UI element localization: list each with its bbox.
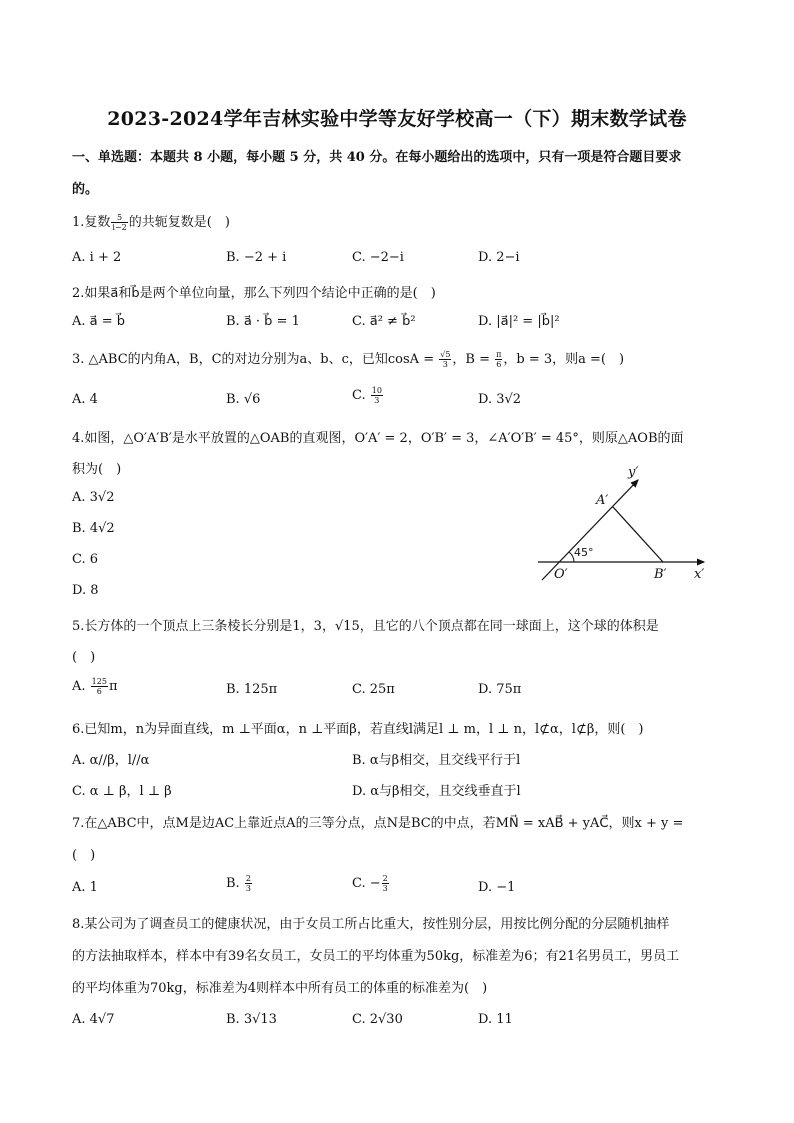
question-3-fraction-angle <box>495 350 502 369</box>
fraction-denominator: 6 <box>496 360 502 369</box>
question-7-option-c[interactable] <box>352 874 390 893</box>
point-o-label: O′ <box>554 567 568 582</box>
question-6-stem: 6.已知m，n为异面直线，m ⊥平面α，n ⊥平面β，若直线l满足l ⊥ m，l ⊥ n，l⊄α，l⊄β，则( ) <box>72 722 644 737</box>
question-3-option-d[interactable]: D. 3√2 <box>478 392 522 407</box>
point-b-label: B′ <box>654 567 667 582</box>
question-7-option-a[interactable]: A. 1 <box>72 880 98 895</box>
question-5-option-b[interactable]: B. 125π <box>226 682 278 697</box>
option-prefix: B. <box>226 876 244 891</box>
fraction-denominator: 3 <box>245 884 251 893</box>
question-8-stem-continued-2: 的平均体重为70kg，标准差为4则样本中所有员工的体重的标准差为( ) <box>72 981 488 996</box>
question-2-stem: 2.如果a⃗和b⃗是两个单位向量，那么下列四个结论中正确的是( ) <box>72 286 436 301</box>
question-7-stem-continued: ( ) <box>72 848 96 863</box>
option-prefix: C. − <box>352 876 381 891</box>
question-3-middle: ，B = <box>452 352 495 367</box>
question-2-option-b[interactable]: B. a⃗ · b⃗ = 1 <box>226 314 300 329</box>
question-4-option-d[interactable]: D. 8 <box>72 583 99 598</box>
fraction-numerator: π <box>496 350 502 359</box>
question-8-stem: 8.某公司为了调查员工的健康状况，由于女员工所占比重大，按性别分层，用按比例分配的分层随机抽样 <box>72 917 670 932</box>
question-8-stem-continued: 的方法抽取样本，样本中有39名女员工，女员工的平均体重为50kg，标准差为6；有21名男员工，男员工 <box>72 949 680 964</box>
point-a-label: A′ <box>596 493 609 508</box>
fraction-numerator: √5 <box>440 350 451 359</box>
option-suffix: π <box>108 679 118 694</box>
question-2-option-d[interactable]: D. |a⃗|² = |b⃗|² <box>478 314 560 329</box>
fraction-numerator: 2 <box>382 874 388 883</box>
question-1-option-d[interactable]: D. 2−i <box>478 250 520 265</box>
question-5-stem-continued: ( ) <box>72 650 96 665</box>
question-1-option-b[interactable]: B. −2 + i <box>226 250 287 265</box>
fraction-numerator: 2 <box>245 874 251 883</box>
question-2-option-a[interactable]: A. a⃗ = b⃗ <box>72 314 126 329</box>
question-7-stem: 7.在△ABC中，点M是边AC上靠近点A的三等分点，点N是BC的中点，若MN⃗ = xAB⃗ + yAC⃗，则x + y = <box>72 816 684 831</box>
fraction-numerator: 125 <box>91 677 107 686</box>
question-8-option-d[interactable]: D. 11 <box>478 1012 513 1027</box>
question-6-option-b[interactable]: B. α与β相交，且交线平行于l <box>352 753 521 768</box>
question-3-fraction-cos <box>439 350 451 369</box>
question-2-option-c[interactable]: C. a⃗² ≠ b⃗² <box>352 314 416 329</box>
option-fraction <box>371 386 383 405</box>
question-8-option-a[interactable]: A. 4√7 <box>72 1012 115 1027</box>
question-6-option-a[interactable]: A. α//β，l//α <box>72 753 150 768</box>
option-fraction <box>91 677 108 696</box>
page-title: 2023-2024学年吉林实验中学等友好学校高一（下）期末数学试卷 <box>107 108 687 130</box>
question-1-suffix: 的共轭复数是( ) <box>128 215 230 230</box>
question-3-option-c[interactable] <box>352 386 384 405</box>
x-axis-label: x′ <box>694 567 705 582</box>
question-4-stem: 4.如图，△O′A′B′是水平放置的△OAB的直观图，O′A′ = 2，O′B′ = 3，∠A′O′B′ = 45°，则原△AOB的面 <box>72 431 684 446</box>
question-6-option-c[interactable]: C. α ⊥ β，l ⊥ β <box>72 784 172 799</box>
question-3-stem <box>72 348 624 369</box>
question-1-stem <box>72 211 230 232</box>
question-3-suffix: ，b = 3，则a =( ) <box>503 352 625 367</box>
question-1-option-a[interactable]: A. i + 2 <box>72 250 122 265</box>
y-axis-label: y′ <box>628 465 639 480</box>
segment-a-b <box>613 507 663 562</box>
option-prefix: A. <box>72 679 90 694</box>
question-8-option-b[interactable]: B. 3√13 <box>226 1012 277 1027</box>
question-5-option-a[interactable] <box>72 677 117 696</box>
y-axis <box>542 480 638 580</box>
section-header-continued: 的。 <box>72 182 99 197</box>
question-4-figure <box>528 458 728 590</box>
question-4-option-c[interactable]: C. 6 <box>72 552 99 567</box>
question-1-option-c[interactable]: C. −2−i <box>352 250 404 265</box>
question-4-option-b[interactable]: B. 4√2 <box>72 521 115 536</box>
question-3-option-b[interactable]: B. √6 <box>226 392 261 407</box>
question-3-prefix: 3. △ABC的内角A，B，C的对边分别为a、b、c，已知cosA = <box>72 352 439 367</box>
option-prefix: C. <box>352 388 370 403</box>
fraction-numerator: 10 <box>371 386 382 395</box>
fraction-denominator: 3 <box>374 396 380 405</box>
option-fraction <box>382 874 389 893</box>
question-8-option-c[interactable]: C. 2√30 <box>352 1012 403 1027</box>
question-1-prefix: 1.复数 <box>72 215 111 230</box>
option-fraction <box>245 874 252 893</box>
question-1-fraction <box>111 213 127 232</box>
question-4-stem-continued: 积为( ) <box>72 462 122 477</box>
question-5-stem: 5.长方体的一个顶点上三条棱长分别是1，3，√15，且它的八个顶点都在同一球面上，这个球的体积是 <box>72 619 659 634</box>
fraction-denominator: 6 <box>96 687 102 696</box>
question-5-option-c[interactable]: C. 25π <box>352 682 395 697</box>
section-header: 一、单选题：本题共 8 小题，每小题 5 分，共 40 分。在每小题给出的选项中，只有一项是符合题目要求 <box>72 150 682 165</box>
fraction-denominator: i−2 <box>112 223 127 232</box>
question-5-option-d[interactable]: D. 75π <box>478 682 522 697</box>
question-6-option-d[interactable]: D. α与β相交，且交线垂直于l <box>352 784 521 799</box>
question-3-option-a[interactable]: A. 4 <box>72 392 98 407</box>
fraction-denominator: 3 <box>442 360 448 369</box>
fraction-numerator: 5 <box>111 213 127 223</box>
fraction-denominator: 3 <box>382 884 388 893</box>
question-7-option-d[interactable]: D. −1 <box>478 880 516 895</box>
question-4-option-a[interactable]: A. 3√2 <box>72 490 115 505</box>
angle-label: 45° <box>574 546 594 559</box>
question-7-option-b[interactable] <box>226 874 253 893</box>
oblique-axes-diagram <box>528 458 728 590</box>
